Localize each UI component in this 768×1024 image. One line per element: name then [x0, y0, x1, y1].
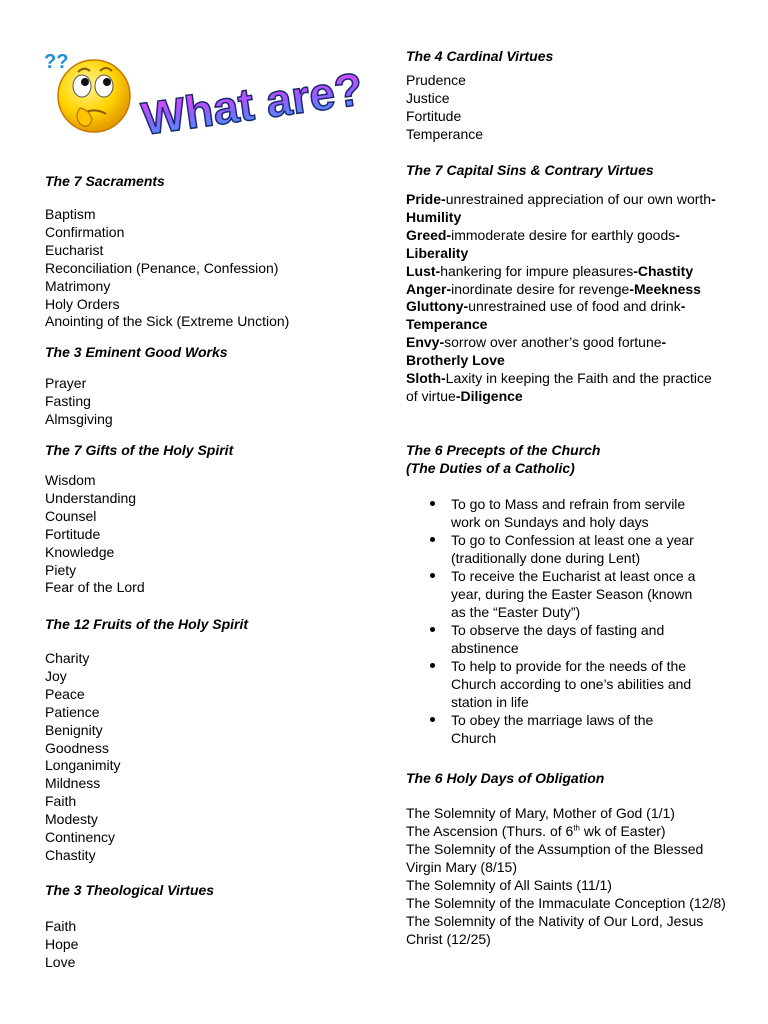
- good-work-item: Fasting: [45, 392, 91, 409]
- theological-item: Hope: [45, 935, 79, 952]
- holy-day-item: The Solemnity of the Nativity of Our Lord, Jesus Christ (12/25): [406, 913, 704, 947]
- sin-description: unrestrained appreciation of our own worth: [445, 191, 712, 207]
- what-are-logo: [40, 38, 366, 148]
- sin-item: [406, 191, 726, 227]
- question-marks: ??: [44, 51, 69, 73]
- sins-list: [406, 191, 726, 406]
- theological-heading: The 3 Theological Virtues: [45, 882, 215, 898]
- precept-item: To obey the marriage laws of the Church: [406, 711, 696, 747]
- thinking-face-icon: [44, 51, 130, 132]
- cardinal-heading: The 4 Cardinal Virtues: [406, 48, 554, 64]
- fruit-item: Charity: [45, 650, 90, 666]
- sin-description: sorrow over another’s good fortune: [444, 334, 662, 351]
- fruit-item: Faith: [45, 793, 77, 810]
- fruit-item: Continency: [45, 829, 116, 846]
- precepts-heading: The 6 Precepts of the Church: [406, 442, 601, 458]
- cardinal-list: [406, 72, 483, 144]
- theological-item: Love: [45, 953, 76, 970]
- holy-day-item: The Solemnity of the Assumption of the Blessed Virgin Mary (8/15): [406, 841, 704, 875]
- contrary-virtue: -Meekness: [629, 280, 701, 297]
- sin-name: Pride-: [406, 191, 446, 207]
- gift-item: Wisdom: [45, 472, 96, 488]
- fruit-item: Goodness: [45, 739, 109, 756]
- contrary-virtue: -Chastity: [633, 262, 694, 279]
- precept-item: To help to provide for the needs of the Church according to one’s abilities and station in life: [406, 657, 696, 711]
- sin-item: [406, 334, 726, 370]
- precept-item: To receive the Eucharist at least once a year, during the Easter Season (known as the “Easter Duty”): [406, 567, 696, 621]
- fruit-item: Joy: [45, 667, 67, 684]
- fruit-item: Mildness: [45, 775, 101, 792]
- fruit-item: Longanimity: [45, 757, 121, 774]
- gift-item: Fear of the Lord: [45, 579, 145, 596]
- sin-item: [406, 227, 726, 263]
- holy-days-list: [406, 804, 736, 948]
- sin-item: [406, 298, 726, 334]
- precept-item: To go to Mass and refrain from servile work on Sundays and holy days: [406, 495, 696, 531]
- good-work-item: Almsgiving: [45, 410, 113, 427]
- fruits-heading: The 12 Fruits of the Holy Spirit: [45, 616, 249, 632]
- precept-item: To observe the days of fasting and abstinence: [406, 621, 696, 657]
- sacrament-item: Holy Orders: [45, 295, 120, 312]
- sin-name: Envy-: [406, 334, 445, 351]
- holy-day-item: The Solemnity of All Saints (11/1): [406, 877, 612, 893]
- fruit-item: Patience: [45, 703, 100, 720]
- gifts-heading: The 7 Gifts of the Holy Spirit: [45, 442, 234, 458]
- gift-item: Understanding: [45, 489, 137, 506]
- fruits-list: [45, 650, 121, 865]
- sin-name: Gluttony-: [406, 298, 469, 315]
- sacrament-item: Eucharist: [45, 241, 104, 258]
- contrary-virtue: -Humility: [406, 191, 716, 225]
- sin-description: immoderate desire for earthly goods: [451, 226, 676, 243]
- theological-list: [45, 918, 78, 972]
- cardinal-item: Justice: [406, 89, 450, 106]
- sin-description: hankering for impure pleasures: [440, 262, 634, 279]
- sacrament-item: Baptism: [45, 206, 96, 222]
- sacraments-list: [45, 206, 289, 331]
- sacrament-item: Anointing of the Sick (Extreme Unction): [45, 313, 290, 330]
- sin-description: unrestrained use of food and drink: [468, 298, 681, 315]
- sacrament-item: Confirmation: [45, 223, 125, 240]
- holy-days-heading: The 6 Holy Days of Obligation: [406, 770, 605, 786]
- sin-name: Lust-: [406, 262, 441, 279]
- precepts-list: [406, 495, 696, 747]
- sin-item: [406, 370, 726, 406]
- sins-heading: The 7 Capital Sins & Contrary Virtues: [406, 162, 654, 178]
- sin-name: Greed-: [406, 226, 452, 243]
- good-works-heading: The 3 Eminent Good Works: [45, 344, 228, 360]
- sin-name: Sloth-: [406, 370, 446, 387]
- sacrament-item: Matrimony: [45, 277, 111, 294]
- contrary-virtue: -Brotherly Love: [406, 334, 667, 369]
- fruit-item: Modesty: [45, 811, 98, 828]
- cardinal-item: Prudence: [406, 72, 466, 88]
- sacrament-item: Reconciliation (Penance, Confession): [45, 259, 279, 276]
- what-are-wordart: What are?: [138, 62, 366, 145]
- gift-item: Piety: [45, 561, 77, 578]
- sin-description: inordinate desire for revenge: [451, 280, 630, 297]
- precept-item: To go to Confession at least one a year (traditionally done during Lent): [406, 531, 696, 567]
- sin-item: [406, 281, 726, 299]
- contrary-virtue: -Diligence: [455, 387, 523, 404]
- contrary-virtue: -Temperance: [406, 298, 686, 333]
- cardinal-item: Temperance: [406, 125, 484, 142]
- good-works-list: [45, 375, 113, 429]
- sin-item: [406, 263, 726, 281]
- theological-item: Faith: [45, 918, 77, 934]
- precepts-subheading: (The Duties of a Catholic): [406, 460, 575, 476]
- good-work-item: Prayer: [45, 375, 87, 391]
- gift-item: Fortitude: [45, 525, 101, 542]
- gifts-list: [45, 472, 145, 597]
- fruit-item: Benignity: [45, 721, 103, 738]
- gift-item: Knowledge: [45, 543, 115, 560]
- sin-description: Laxity in keeping the Faith and the practice of virtue: [406, 370, 712, 404]
- fruit-item: Peace: [45, 685, 85, 702]
- sin-name: Anger-: [406, 280, 452, 297]
- holy-day-item: The Solemnity of Mary, Mother of God (1/1): [406, 805, 675, 821]
- holy-day-item: The Solemnity of the Immaculate Conception (12/8): [406, 895, 726, 911]
- sacraments-heading: The 7 Sacraments: [45, 173, 165, 189]
- contrary-virtue: -Liberality: [406, 226, 680, 261]
- cardinal-item: Fortitude: [406, 107, 462, 124]
- gift-item: Counsel: [45, 507, 97, 524]
- holy-day-item: The Ascension (Thurs. of 6th wk of Easter): [406, 823, 666, 839]
- fruit-item: Chastity: [45, 846, 96, 863]
